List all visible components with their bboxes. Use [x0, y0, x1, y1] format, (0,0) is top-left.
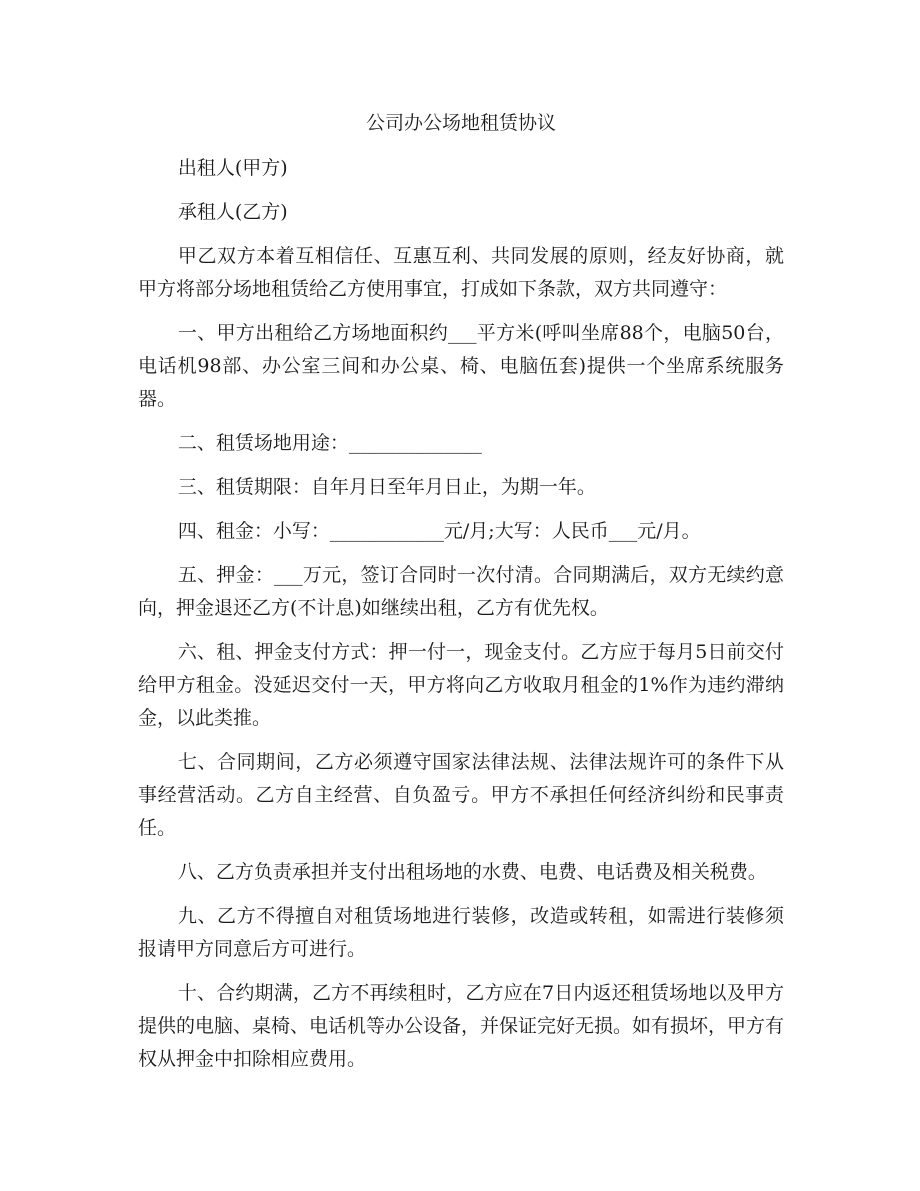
clause-7: 七、合同期间，乙方必须遵守国家法律法规、法律法规许可的条件下从事经营活动。乙方自主经营、自负盈亏。甲方不承担任何经济纠纷和民事责任。	[138, 751, 784, 839]
clause-2: 二、租赁场地用途：______________	[177, 432, 482, 454]
document-title: 公司办公场地租赁协议	[365, 112, 556, 134]
clause-6: 六、租、押金支付方式：押一付一，现金支付。乙方应于每月5日前交付给甲方租金。没延迟交付一天，甲方将向乙方收取月租金的1%作为违约滞纳金，以此类推。	[138, 641, 784, 729]
clause-10: 十、合约期满，乙方不再续租时，乙方应在7日内返还租赁场地以及甲方提供的电脑、桌椅、电话机等办公设备，并保证完好无损。如有损坏，甲方有权从押金中扣除相应费用。	[138, 982, 785, 1070]
lessor-line: 出租人(甲方)	[177, 157, 288, 179]
intro-paragraph: 甲乙双方本着互相信任、互惠互利、共同发展的原则，经友好协商，就甲方将部分场地租赁给乙方使用事宜，打成如下条款，双方共同遵守：	[138, 245, 784, 300]
document-page	[138, 108, 784, 1087]
clause-1: 一、甲方出租给乙方场地面积约___平方米(呼叫坐席88个，电脑50台，电话机98部、办公室三间和办公桌、椅、电脑伍套)提供一个坐席系统服务器。	[138, 322, 784, 410]
clause-3: 三、租赁期限：自年月日至年月日止，为期一年。	[177, 476, 596, 498]
clause-9: 九、乙方不得擅自对租赁场地进行装修，改造或转租，如需进行装修须报请甲方同意后方可进行。	[138, 905, 784, 960]
clause-8: 八、乙方负责承担并支付出租场地的水费、电费、电话费及相关税费。	[177, 861, 767, 883]
lessee-line: 承租人(乙方)	[177, 201, 288, 223]
clause-5: 五、押金：___万元，签订合同时一次付清。合同期满后，双方无续约意向，押金退还乙方(不计息)如继续出租，乙方有优先权。	[138, 564, 784, 619]
clause-4: 四、租金：小写：____________元/月;大写：人民币___元/月。	[177, 520, 701, 542]
